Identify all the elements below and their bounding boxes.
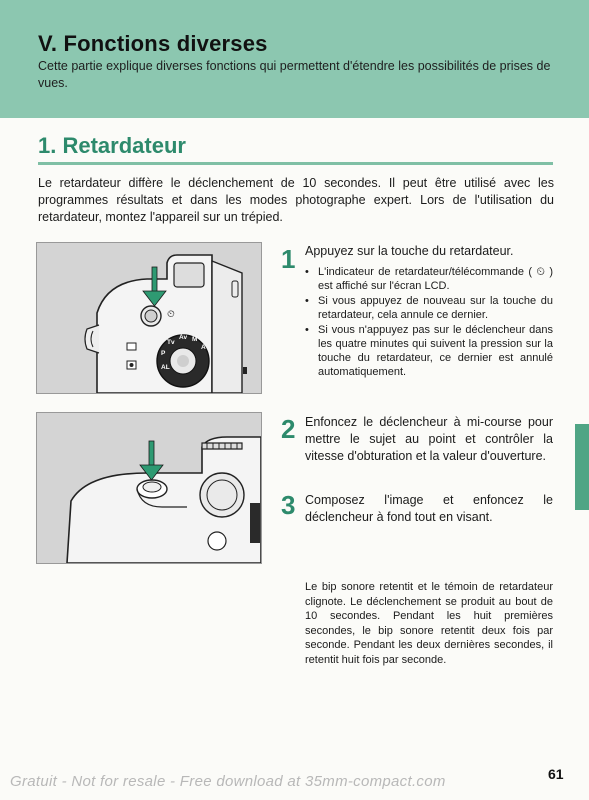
- page-number: 61: [548, 766, 564, 782]
- chapter-description: Cette partie explique diverses fonctions qui permettent d'étendre les possibilités de prises de vues.: [38, 59, 551, 90]
- shutter-release-illustration: [36, 412, 262, 564]
- svg-text:M: M: [192, 336, 198, 343]
- step-2-text: Enfoncez le déclencheur à mi-course pour mettre le sujet au point et contrôler la vitesse d'obturation et la valeur d'ouverture.: [305, 415, 553, 463]
- chapter-tab: [575, 424, 589, 510]
- watermark: Gratuit - Not for resale - Free download at 35mm-compact.com: [10, 773, 446, 790]
- svg-text:A: A: [201, 344, 206, 351]
- bullet-cancel-timer: • Si vous appuyez de nouveau sur la touche du retardateur, cela annule ce dernier.: [305, 294, 553, 322]
- bullet-auto-cancel: • Si vous n'appuyez pas sur le déclencheur dans les quatre minutes qui suivent la pression sur la touche du retardateur, ce dernier est annulé automatiquement.: [305, 323, 553, 379]
- section-title: 1. Retardateur: [38, 133, 186, 158]
- svg-text:AL: AL: [161, 364, 170, 371]
- beep-note: Le bip sonore retentit et le témoin de retardateur clignote. Le déclenchement se produit au bout de 10 secondes. Pendant les huit premières secondes, le bip sonore retentit deux fois par seconde. Pendant les deux dernières secondes, il retentit huit fois par seconde.: [305, 581, 553, 666]
- svg-text:P: P: [161, 350, 166, 357]
- svg-text:⏲: ⏲: [167, 309, 175, 320]
- step-3-text: Composez l'image et enfoncez le déclencheur à fond tout en visant.: [305, 493, 553, 524]
- self-timer-illustration: [36, 242, 262, 394]
- svg-text:Av: Av: [179, 334, 188, 341]
- section-rule: [38, 162, 553, 165]
- step-1-number: 1: [281, 244, 296, 274]
- step-1-bullets: [305, 265, 553, 380]
- step-2-number: 2: [281, 414, 296, 444]
- chapter-title: V. Fonctions diverses: [38, 31, 268, 56]
- step-1-text: Appuyez sur la touche du retardateur.: [305, 244, 514, 258]
- step-3-number: 3: [281, 490, 296, 520]
- svg-text:Tv: Tv: [167, 339, 175, 346]
- bullet-lcd-indicator: • L'indicateur de retardateur/télécommande ( ⏲ ) est affiché sur l'écran LCD.: [305, 265, 553, 293]
- section-intro: Le retardateur diffère le déclenchement de 10 secondes. Il peut être utilisé avec les programmes résultats et dans les modes photographe expert. Lors de l'utilisation du retardateur, montez l'appareil sur un trépied.: [38, 176, 554, 224]
